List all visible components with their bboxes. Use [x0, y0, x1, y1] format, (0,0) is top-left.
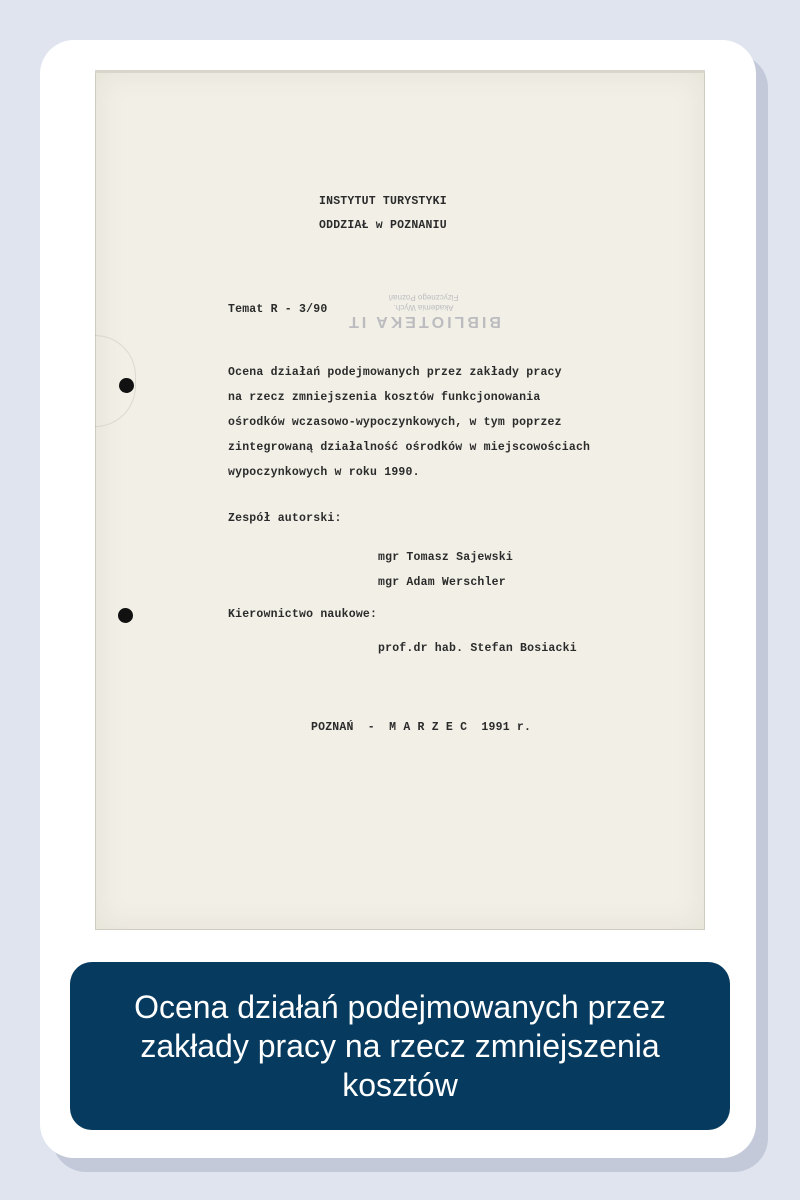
punch-hole-bottom: [118, 608, 133, 623]
stamp-line-1: Akademia Wych.: [393, 303, 454, 312]
place-date: POZNAŃ - M A R Z E C 1991 r.: [311, 721, 532, 734]
caption-text: Ocena działań podejmowanych przez zakłady pracy na rzecz zmniejszenia kosztów: [134, 988, 666, 1103]
library-stamp: [341, 282, 506, 330]
authors-label: Zespół autorski:: [228, 512, 342, 525]
author-1: mgr Tomasz Sajewski: [378, 551, 513, 564]
topic-code: Temat R - 3/90: [228, 303, 328, 316]
author-2: mgr Adam Werschler: [378, 576, 506, 589]
document-scan: [95, 70, 705, 930]
title-line-1: Ocena działań podejmowanych przez zakłady pracy: [228, 366, 562, 379]
paper-edge: [95, 70, 705, 73]
punch-hole-top: [119, 378, 134, 393]
stamp-main-text: BIBLIOTEKA IT: [346, 313, 501, 330]
institute-name: INSTYTUT TURYSTYKI: [319, 195, 447, 208]
supervision-label: Kierownictwo naukowe:: [228, 608, 378, 621]
title-line-2: na rzecz zmniejszenia kosztów funkcjonowania: [228, 391, 541, 404]
stamp-line-2: Fizycznego Poznań: [388, 293, 459, 302]
caption-box: [70, 962, 730, 1130]
title-line-4: zintegrowaną działalność ośrodków w miejscowościach: [228, 441, 591, 454]
title-line-5: wypoczynkowych w roku 1990.: [228, 466, 420, 479]
supervisor-name: prof.dr hab. Stefan Bosiacki: [378, 642, 577, 655]
title-line-3: ośrodków wczasowo-wypoczynkowych, w tym poprzez: [228, 416, 562, 429]
institute-branch: ODDZIAŁ w POZNANIU: [319, 219, 447, 232]
